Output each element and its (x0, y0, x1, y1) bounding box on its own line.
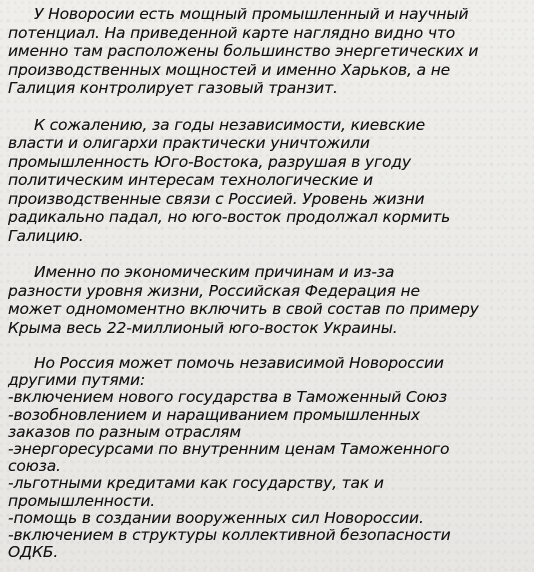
text-line: промышленности. (8, 491, 156, 510)
text-line: политическим интересам технологические и (8, 171, 373, 189)
text-line: производственных мощностей и именно Харьков, а не (8, 60, 451, 79)
text-line: Галицию. (8, 226, 84, 245)
text-line: именно там расположены большинство энергетических и (8, 42, 479, 60)
text-line: может одномоментно включить в свой состав по примеру (8, 300, 479, 318)
text-line: потенциал. На приведенной карте наглядно видно что (8, 23, 456, 42)
text-line: союза. (8, 457, 61, 476)
paragraph-economic-reasons (8, 263, 524, 337)
text-line: К сожалению, за годы независимости, киевские (34, 115, 425, 134)
text-line: Именно по экономическим причинам и из-за (34, 263, 395, 281)
text-line: ОДКБ. (8, 543, 59, 562)
paragraph-independence (8, 116, 524, 246)
text-line: разности уровня жизни, Российская Федерация не (8, 281, 420, 300)
text-line: Крыма весь 22-миллионый юго-восток Украины. (8, 318, 398, 337)
text-line: производственные связи с Россией. Уровень жизни (8, 189, 425, 208)
paragraph-potential (8, 5, 524, 98)
text-line: радикально падал, но юго-восток продолжал кормить (8, 208, 451, 226)
list-item: -возобновлением и наращиванием промышленных (8, 405, 420, 424)
text-line: другими путями: (8, 371, 146, 390)
text-line: У Новоросии есть мощный промышленный и научный (34, 5, 469, 23)
text-line: промышленность Юго-Востока, разрушая в угоду (8, 152, 411, 171)
list-item: -включением нового государства в Таможенный Союз (8, 388, 447, 407)
list-item: -помощь в создании вооруженных сил Новороссии. (8, 508, 424, 527)
list-item: -льготными кредитами как государству, так и (8, 474, 384, 493)
text-line: власти и олигархи практически уничтожили (8, 134, 370, 152)
text-line: Галиция контролирует газовый транзит. (8, 79, 338, 97)
list-item: -включением в структуры коллективной безопасности (8, 526, 451, 545)
text-line: заказов по разным отраслям (8, 422, 241, 441)
text-line: Но Россия может помочь независимой Новороссии (34, 354, 444, 372)
list-item: -энергоресурсами по внутренним ценам Таможенного (8, 440, 450, 459)
paragraph-support-list (8, 355, 524, 561)
